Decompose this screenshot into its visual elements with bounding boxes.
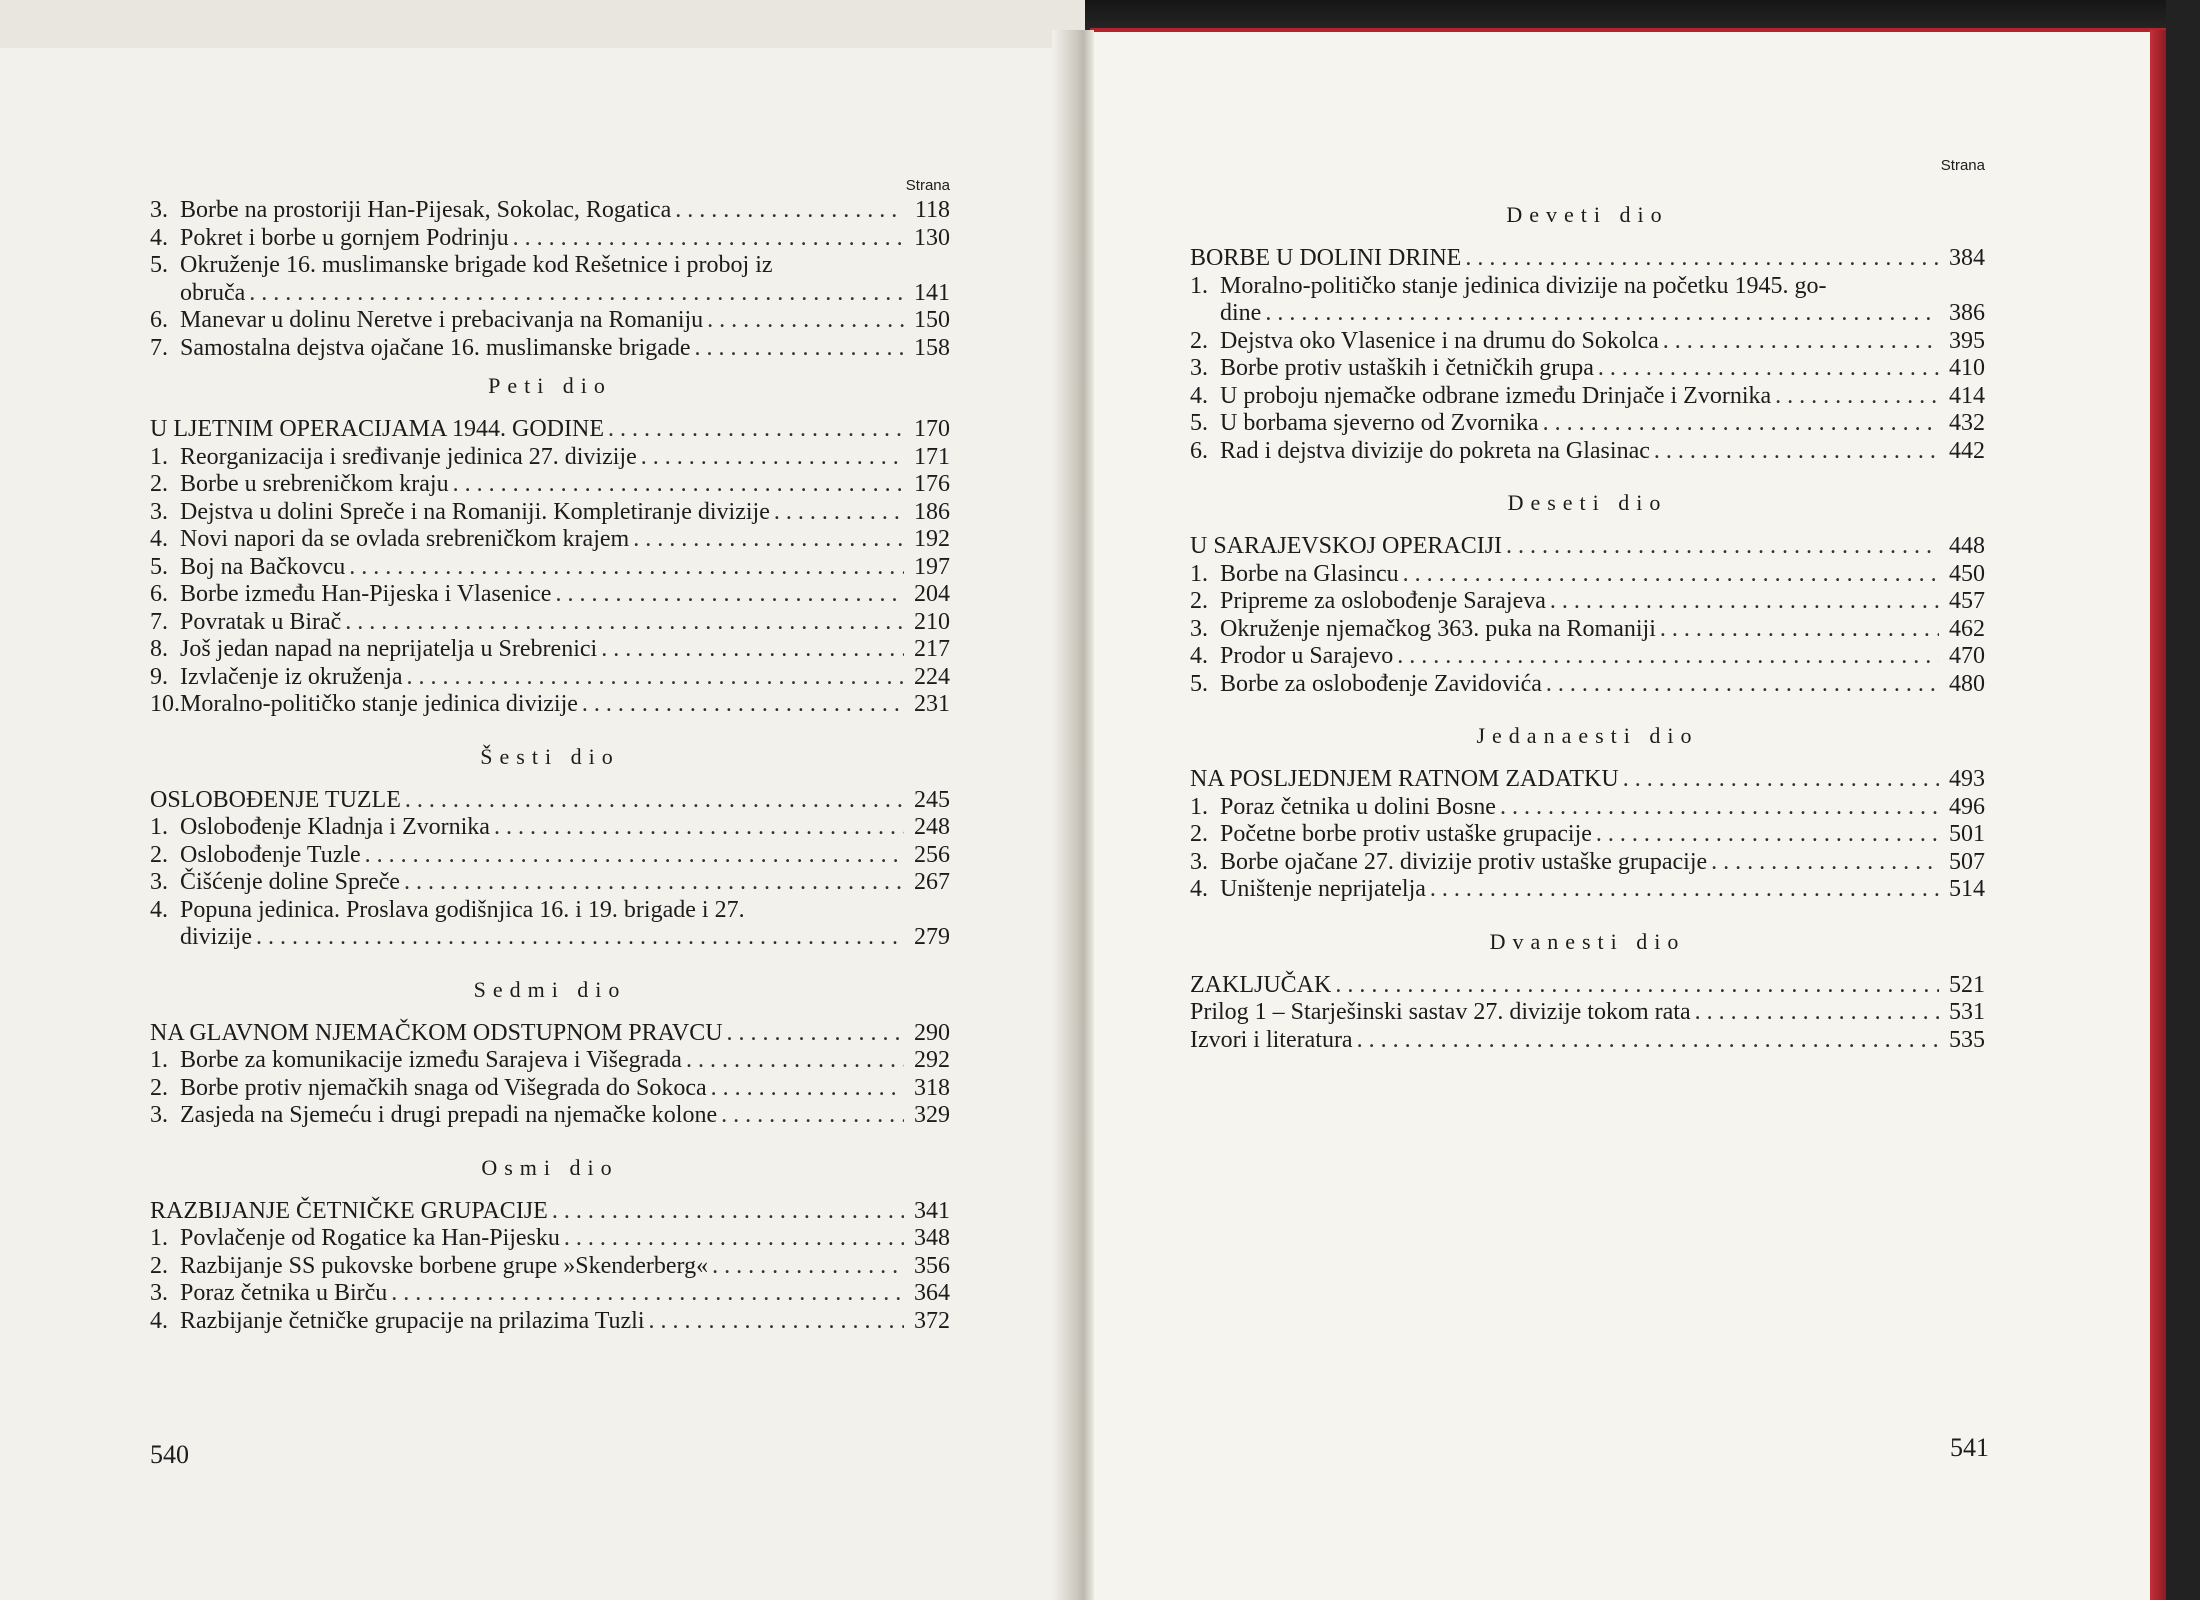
toc-entry-line (150, 924, 950, 952)
leader-dots (712, 1253, 904, 1281)
entry-text: Moralno-političko stanje jedinica divizije na početku 1945. go- (1220, 272, 1827, 299)
entry-number: 10. (150, 691, 180, 717)
entry-text: Oslobođenje Kladnja i Zvornika (180, 814, 490, 840)
entry-number: 4. (150, 224, 168, 251)
leader-dots (633, 526, 904, 554)
part-title (1190, 972, 1985, 1000)
part-title-text: U SARAJEVSKOJ OPERACIJI (1190, 533, 1503, 559)
entry-number: 2. (1190, 821, 1208, 847)
toc-entry (150, 225, 950, 253)
entry-page: 348 (914, 1225, 950, 1251)
entry-page: 432 (1949, 410, 1985, 436)
part-title-text: NA POSLJEDNJEM RATNOM ZADATKU (1190, 766, 1619, 792)
entry-number: 1. (150, 443, 168, 470)
leader-dots (391, 1280, 904, 1308)
entry-text-continued: divizije (180, 924, 252, 950)
part-heading: Deseti dio (1507, 490, 1668, 515)
part-heading: Deveti dio (1506, 202, 1669, 227)
entry-page: 501 (1949, 821, 1985, 847)
leader-dots (608, 416, 904, 444)
part-title-text: ZAKLJUČAK (1190, 971, 1332, 998)
entry-number: 3. (150, 1280, 168, 1306)
toc-entry (150, 664, 950, 692)
toc-entry (150, 252, 950, 307)
entry-number: 1. (1190, 793, 1208, 820)
entry-number: 2. (150, 1252, 168, 1279)
toc-entry (150, 636, 950, 664)
leader-dots (1403, 561, 1939, 589)
strana-label: Strana (905, 177, 950, 194)
toc-entry (1190, 273, 1985, 328)
entry-text: Borbe na Glasincu (1220, 560, 1399, 587)
entry-number: 1. (150, 1047, 168, 1073)
leader-dots (707, 307, 904, 335)
entry-page: 170 (914, 416, 950, 442)
leader-dots (1265, 300, 1939, 328)
entry-number: 3. (150, 498, 168, 525)
leader-dots (1397, 643, 1939, 671)
toc-entry (150, 1075, 950, 1103)
entry-text: Borbe za oslobođenje Zavidovića (1220, 670, 1542, 697)
toc-entry (1190, 561, 1985, 589)
part-title (150, 1198, 950, 1226)
entry-page: 531 (1949, 999, 1985, 1025)
entry-page: 130 (914, 224, 950, 251)
entry-page: 395 (1949, 327, 1985, 354)
leader-dots (349, 554, 904, 582)
entry-text-continued: dine (1220, 300, 1262, 326)
leader-dots (1663, 328, 1939, 356)
toc-entry (1190, 355, 1985, 383)
entry-text: Rad i dejstva divizije do pokreta na Glasinac (1220, 437, 1650, 464)
toc-entry (150, 335, 950, 363)
page-number-left: 540 (150, 1440, 189, 1469)
entry-page: 150 (914, 307, 950, 333)
toc-entry (1190, 438, 1985, 466)
entry-number: 7. (150, 334, 168, 361)
entry-page: 231 (914, 691, 950, 717)
entry-number: 6. (150, 581, 168, 607)
entry-page: 480 (1949, 670, 1985, 697)
entry-page: 450 (1949, 560, 1985, 587)
entry-number: 4. (150, 526, 168, 552)
part-title-text: BORBE U DOLINI DRINE (1190, 245, 1462, 271)
strana-label: Strana (1940, 157, 1985, 174)
entry-text: Početne borbe protiv ustaške grupacije (1220, 821, 1592, 847)
entry-page: 290 (914, 1019, 950, 1046)
toc-entry (150, 609, 950, 637)
leader-dots (1775, 383, 1939, 411)
leader-dots (1711, 849, 1939, 877)
entry-number: 8. (150, 636, 168, 662)
toc-entry (150, 1280, 950, 1308)
entry-page: 224 (914, 663, 950, 690)
leader-dots (774, 499, 904, 527)
entry-number: 5. (1190, 670, 1208, 697)
entry-page: 356 (914, 1252, 950, 1279)
book-cover-red-right (2150, 30, 2166, 1600)
entry-text: Okruženje 16. muslimanske brigade kod Rešetnice i proboj iz (180, 252, 773, 278)
leader-dots (407, 664, 904, 692)
entry-page: 448 (1949, 533, 1985, 559)
leader-dots (695, 335, 904, 363)
leader-dots (1660, 616, 1939, 644)
part-title-text: U LJETNIM OPERACIJAMA 1944. GODINE (150, 416, 604, 442)
entry-number: 2. (1190, 588, 1208, 614)
leader-dots (513, 225, 904, 253)
toc-entry (150, 307, 950, 335)
entry-text: Novi napori da se ovlada srebreničkom krajem (180, 526, 630, 552)
toc-entry (150, 842, 950, 870)
entry-page: 292 (914, 1047, 950, 1073)
toc-entry (1190, 588, 1985, 616)
entry-text: Povratak u Birač (180, 608, 342, 635)
leader-dots (552, 1198, 904, 1226)
leader-dots (494, 814, 904, 842)
toc-entry (1190, 849, 1985, 877)
leader-dots (721, 1102, 904, 1130)
entry-text: Prodor u Sarajevo (1220, 643, 1394, 669)
entry-number: 7. (150, 608, 168, 635)
entry-number: 4. (1190, 643, 1208, 669)
toc-entry (1190, 794, 1985, 822)
toc-entry (150, 581, 950, 609)
entry-page: 329 (914, 1102, 950, 1128)
toc-entry (150, 1047, 950, 1075)
leader-dots (404, 869, 904, 897)
entry-number: 3. (150, 197, 168, 223)
entry-number: 5. (1190, 410, 1208, 436)
part-title-text: OSLOBOĐENJE TUZLE (150, 786, 401, 813)
entry-text: Dejstva u dolini Spreče i na Romaniji. Kompletiranje divizije (180, 498, 770, 525)
entry-text: Prilog 1 – Starješinski sastav 27. divizije tokom rata (1190, 999, 1691, 1025)
entry-text: Borbe između Han-Pijeska i Vlasenice (180, 581, 552, 607)
leader-dots (1500, 794, 1939, 822)
leader-dots (405, 787, 904, 815)
leader-dots (365, 842, 904, 870)
entry-page: 217 (914, 636, 950, 662)
entry-number: 4. (1190, 382, 1208, 409)
leader-dots (1543, 410, 1939, 438)
leader-dots (1598, 355, 1939, 383)
toc-entry (150, 1308, 950, 1336)
entry-number: 1. (150, 1225, 168, 1251)
entry-page: 386 (1949, 300, 1985, 326)
leader-dots (249, 280, 904, 308)
entry-page: 318 (914, 1074, 950, 1101)
entry-text: U proboju njemačke odbrane između Drinjače i Zvornika (1220, 382, 1772, 409)
entry-number: 5. (150, 553, 168, 580)
toc-entry (1190, 328, 1985, 356)
entry-number: 3. (150, 869, 168, 895)
entry-number: 2. (1190, 327, 1208, 354)
entry-page: 507 (1949, 848, 1985, 875)
part-title (150, 416, 950, 444)
leader-dots (453, 471, 904, 499)
entry-number: 2. (150, 841, 168, 868)
entry-text: Samostalna dejstva ojačane 16. muslimanske brigade (180, 334, 691, 361)
toc-entry (150, 897, 950, 952)
entry-text: Još jedan napad na neprijatelja u Srebrenici (180, 636, 598, 662)
leader-dots (641, 444, 904, 472)
entry-text: Poraz četnika u dolini Bosne (1220, 793, 1496, 820)
page-number-right: 541 (1950, 1433, 1989, 1462)
leader-dots (1335, 972, 1939, 1000)
part-heading: Jedanaesti dio (1476, 723, 1699, 748)
entry-text: Izvlačenje iz okruženja (180, 663, 403, 690)
leader-dots (1654, 438, 1939, 466)
entry-text: Oslobođenje Tuzle (180, 841, 361, 868)
entry-page: 535 (1949, 1026, 1985, 1053)
leader-dots (686, 1047, 904, 1075)
toc-entry (150, 526, 950, 554)
entry-page: 245 (914, 786, 950, 813)
entry-text: Povlačenje od Rogatice ka Han-Pijesku (180, 1225, 560, 1251)
part-title (150, 1020, 950, 1048)
entry-number: 3. (1190, 355, 1208, 381)
leader-dots (1506, 533, 1939, 561)
entry-page: 384 (1949, 245, 1985, 271)
toc-entry (150, 471, 950, 499)
toc-entry (1190, 999, 1985, 1027)
toc-entry (150, 1225, 950, 1253)
entry-page: 364 (914, 1280, 950, 1306)
entry-page: 248 (914, 814, 950, 840)
entry-text: Borbe za komunikacije između Sarajeva i Višegrada (180, 1047, 682, 1073)
entry-text: Borbe na prostoriji Han-Pijesak, Sokolac, Rogatica (180, 197, 672, 223)
entry-page: 442 (1949, 437, 1985, 464)
toc-entry-line (1190, 273, 1985, 301)
entry-page: 176 (914, 471, 950, 497)
entry-page: 496 (1949, 793, 1985, 820)
entry-text: Dejstva oko Vlasenice i na drumu do Sokolca (1220, 327, 1659, 354)
entry-page: 210 (914, 608, 950, 635)
entry-number: 5. (150, 252, 168, 278)
entry-text-continued: obruča (180, 279, 246, 306)
entry-page: 470 (1949, 643, 1985, 669)
toc-entry (1190, 616, 1985, 644)
part-heading: Sedmi dio (473, 976, 627, 1002)
toc-entry-line (150, 280, 950, 308)
part-title-text: NA GLAVNOM NJEMAČKOM ODSTUPNOM PRAVCU (150, 1019, 723, 1046)
toc-entry (1190, 876, 1985, 904)
entry-number: 4. (150, 1307, 168, 1334)
entry-text: Čišćenje doline Spreče (180, 869, 400, 895)
entry-page: 341 (914, 1197, 950, 1224)
toc-entry-line (150, 897, 950, 925)
toc-entry (150, 499, 950, 527)
entry-number: 3. (1190, 848, 1208, 875)
entry-text: Boj na Bačkovcu (180, 553, 346, 580)
entry-page: 521 (1949, 971, 1985, 998)
entry-text: Razbijanje četničke grupacije na prilazima Tuzli (180, 1307, 645, 1334)
entry-number: 1. (1190, 560, 1208, 587)
entry-page: 197 (914, 553, 950, 580)
left-table-of-contents (150, 175, 950, 1335)
entry-page: 372 (914, 1307, 950, 1334)
toc-entry (150, 814, 950, 842)
part-title (150, 787, 950, 815)
entry-page: 141 (914, 279, 950, 306)
leader-dots (711, 1075, 904, 1103)
entry-number: 2. (150, 471, 168, 497)
leader-dots (1695, 999, 1939, 1027)
entry-page: 414 (1949, 382, 1985, 409)
leader-dots (1465, 245, 1939, 273)
toc-entry (150, 869, 950, 897)
entry-number: 3. (150, 1102, 168, 1128)
entry-text: Borbe ojačane 27. divizije protiv ustaške grupacije (1220, 848, 1708, 875)
leader-dots (1430, 876, 1939, 904)
entry-text: Manevar u dolinu Neretve i prebacivanja na Romaniju (180, 307, 704, 333)
entry-number: 6. (150, 307, 168, 333)
toc-entry (1190, 671, 1985, 699)
entry-page: 457 (1949, 588, 1985, 614)
entry-number: 1. (150, 814, 168, 840)
continued-entries (150, 197, 950, 362)
leader-dots (555, 581, 904, 609)
leader-dots (1596, 821, 1939, 849)
entry-text: Reorganizacija i sređivanje jedinica 27. divizije (180, 443, 637, 470)
part-heading: Dvanesti dio (1489, 928, 1686, 954)
leader-dots (1546, 671, 1939, 699)
entry-text: Pripreme za oslobođenje Sarajeva (1220, 588, 1546, 614)
entry-number: 4. (150, 896, 168, 923)
entry-text: Izvori i literatura (1190, 1026, 1353, 1053)
entry-number: 6. (1190, 437, 1208, 464)
entry-text: Uništenje neprijatelja (1220, 876, 1426, 902)
entry-page: 192 (914, 526, 950, 552)
toc-entry (1190, 410, 1985, 438)
part-title-text: RAZBIJANJE ČETNIČKE GRUPACIJE (150, 1197, 548, 1224)
entry-number: 4. (1190, 876, 1208, 902)
entry-page: 267 (914, 869, 950, 895)
leader-dots (345, 609, 904, 637)
entry-page: 493 (1949, 766, 1985, 792)
leader-dots (1623, 766, 1939, 794)
entry-text: Borbe protiv ustaških i četničkih grupa (1220, 355, 1594, 381)
part-heading: Šesti dio (480, 743, 620, 769)
toc-entry (1190, 1027, 1985, 1055)
part-heading: Osmi dio (481, 1154, 619, 1180)
right-table-of-contents (1190, 155, 1985, 1054)
entry-text: Okruženje njemačkog 363. puka na Romaniji (1220, 615, 1656, 642)
toc-entry (1190, 383, 1985, 411)
part-heading: Peti dio (488, 373, 612, 398)
entry-page: 204 (914, 581, 950, 607)
leader-dots (601, 636, 904, 664)
leader-dots (1550, 588, 1939, 616)
part-title (1190, 766, 1985, 794)
toc-entry (150, 691, 950, 719)
leader-dots (564, 1225, 904, 1253)
entry-page: 462 (1949, 615, 1985, 642)
entry-text: Borbe u srebreničkom kraju (180, 471, 449, 497)
leader-dots (727, 1020, 904, 1048)
toc-entry (150, 554, 950, 582)
toc-entry (150, 444, 950, 472)
toc-entry-line (150, 252, 950, 280)
leader-dots (582, 691, 904, 719)
part-title (1190, 245, 1985, 273)
entry-number: 2. (150, 1074, 168, 1101)
entry-text: Zasjeda na Sjemeću i drugi prepadi na njemačke kolone (180, 1102, 718, 1128)
toc-entry (150, 197, 950, 225)
entry-number: 3. (1190, 615, 1208, 642)
toc-entry (150, 1253, 950, 1281)
leader-dots (675, 197, 904, 225)
entry-page: 118 (914, 197, 950, 223)
entry-text: U borbama sjeverno od Zvornika (1220, 410, 1539, 436)
leader-dots (1357, 1027, 1939, 1055)
right-parts (1190, 191, 1985, 1054)
toc-entry (150, 1102, 950, 1130)
entry-page: 410 (1949, 355, 1985, 381)
entry-page: 514 (1949, 876, 1985, 902)
entry-text: Borbe protiv njemačkih snaga od Višegrada do Sokoca (180, 1074, 707, 1101)
entry-number: 9. (150, 663, 168, 690)
entry-page: 256 (914, 841, 950, 868)
part-title (1190, 533, 1985, 561)
toc-entry-line (1190, 300, 1985, 328)
leader-dots (649, 1308, 905, 1336)
toc-entry (1190, 643, 1985, 671)
leader-dots (256, 924, 904, 952)
left-parts (150, 362, 950, 1335)
entry-page: 171 (914, 443, 950, 470)
entry-text: Razbijanje SS pukovske borbene grupe »Skenderberg« (180, 1252, 709, 1279)
book-cover-right-edge (2166, 0, 2200, 1600)
entry-page: 186 (914, 498, 950, 525)
book-gutter (1052, 30, 1094, 1600)
entry-text: Pokret i borbe u gornjem Podrinju (180, 224, 509, 251)
entry-page: 158 (914, 334, 950, 361)
entry-page: 279 (914, 924, 950, 950)
entry-number: 1. (1190, 272, 1208, 299)
entry-text: Moralno-političko stanje jedinica divizije (180, 691, 578, 717)
entry-text: Poraz četnika u Birču (180, 1280, 388, 1306)
entry-text: Popuna jedinica. Proslava godišnjica 16. i 19. brigade i 27. (180, 896, 745, 923)
toc-entry (1190, 821, 1985, 849)
